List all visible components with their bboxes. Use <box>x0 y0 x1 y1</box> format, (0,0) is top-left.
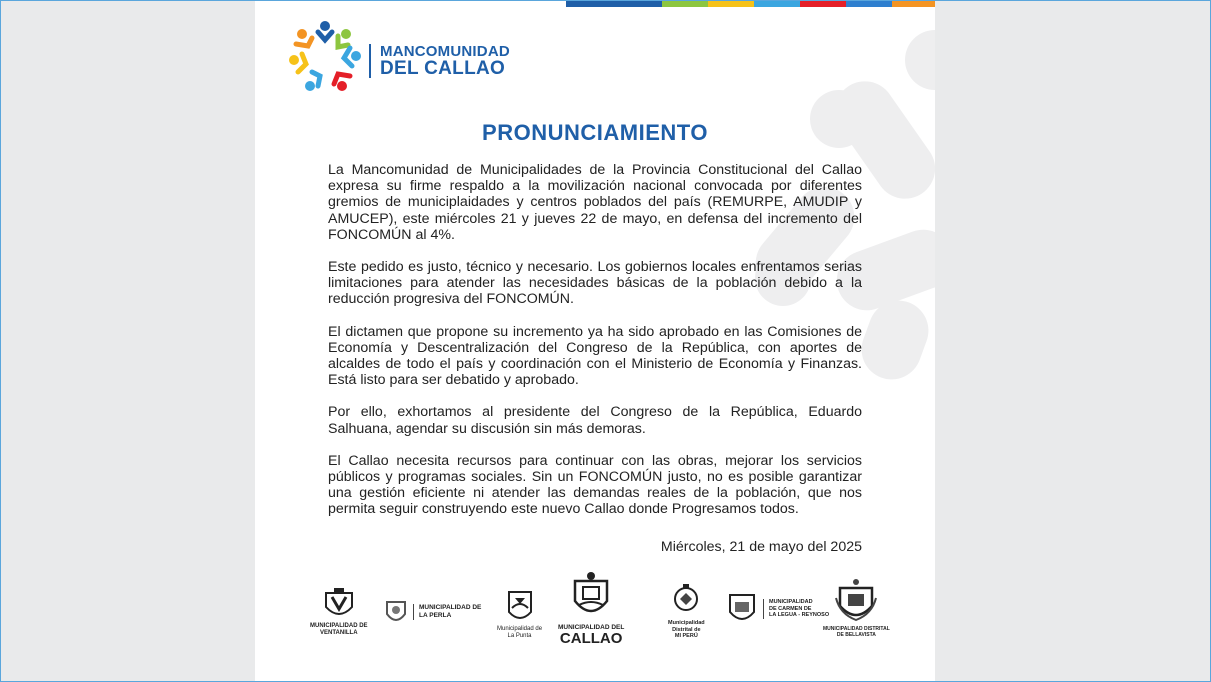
document-date: Miércoles, 21 de mayo del 2025 <box>660 539 862 555</box>
document-title: PRONUNCIAMIENTO <box>482 120 708 145</box>
carmen-caption: MUNICIPALIDAD DE CARMEN DE LA LEGUA - REYNOSO <box>763 599 829 619</box>
brand-line2: DEL CALLAO <box>380 58 506 79</box>
logo-mi-peru <box>668 584 705 640</box>
mi-peru-crest-icon <box>673 584 699 618</box>
logo-callao <box>558 571 624 646</box>
ventanilla-crest-icon <box>322 587 356 621</box>
paragraph: Por ello, exhortamos al presidente del Congreso de la República, Eduardo Salhuana, agendar su discusión sin más demoras. <box>328 404 862 437</box>
ventanilla-caption: MUNICIPALIDAD DE VENTANILLA <box>310 623 368 636</box>
logo-la-perla <box>385 598 481 626</box>
la-punta-crest-icon <box>507 590 533 624</box>
logo-ventanilla <box>310 587 368 637</box>
callao-caption-top: MUNICIPALIDAD DEL <box>558 624 625 631</box>
la-punta-caption: Municipalidad de La Punta <box>497 626 543 639</box>
la-perla-caption: MUNICIPALIDAD DE LA PERLA <box>413 604 481 620</box>
mi-peru-caption: Municipalidad Distrital de MI PERÚ <box>668 620 705 639</box>
callao-caption-main: CALLAO <box>559 630 623 647</box>
carmen-crest-icon <box>727 592 757 626</box>
callao-crest-icon <box>569 571 613 621</box>
logo-la-punta <box>497 590 542 640</box>
paragraph: Este pedido es justo, técnico y necesario. Los gobiernos locales enfrentamos serias limitaciones para atender las necesidades básicas de la población debido a la reducción progresiva del FONCOMÚN. <box>328 259 862 308</box>
logo-carmen-de-la-legua <box>727 592 829 626</box>
document-body <box>328 162 862 534</box>
paragraph: El dictamen que propone su incremento ya ha sido aprobado en las Comisiones de Economía y Descentralización del Congreso de la República, con aportes de alcaldes de todo el país y coordinación con el Ministerio de Economía y Finanzas. Está listo para ser debatido y aprobado. <box>328 323 862 389</box>
paragraph: El Callao necesita recursos para continuar con las obras, mejorar los servicios públicos y programas sociales. Sin un FONCOMÚN justo, no es posible garantizar una gestión eficiente ni atender las demandas reales de la población, que nos permita seguir construyendo este nuevo Callao donde Progresamos todos. <box>328 452 862 518</box>
paragraph: La Mancomunidad de Municipalidades de la Provincia Constitucional del Callao expresa su firme respaldo a la movilización nacional convocada por diferentes gremios de municiplaidades y centros poblados del país (REMURPE, AMUDIP y AMUCEP), este miércoles 21 y jueves 22 de mayo, en defensa del incremento del FONCOMÚN al 4%. <box>328 162 862 243</box>
mancomunidad-logo-icon <box>288 20 363 95</box>
bellavista-caption: MUNICIPALIDAD DISTRITAL DE BELLAVISTA <box>823 626 890 638</box>
bellavista-crest-icon <box>834 578 878 624</box>
document-page <box>255 0 935 682</box>
la-perla-crest-icon <box>385 598 407 626</box>
logo-bellavista <box>823 578 890 638</box>
logo-divider <box>369 44 371 78</box>
brand-line1: MANCOMUNIDAD <box>380 43 510 60</box>
color-stripe <box>566 0 935 7</box>
